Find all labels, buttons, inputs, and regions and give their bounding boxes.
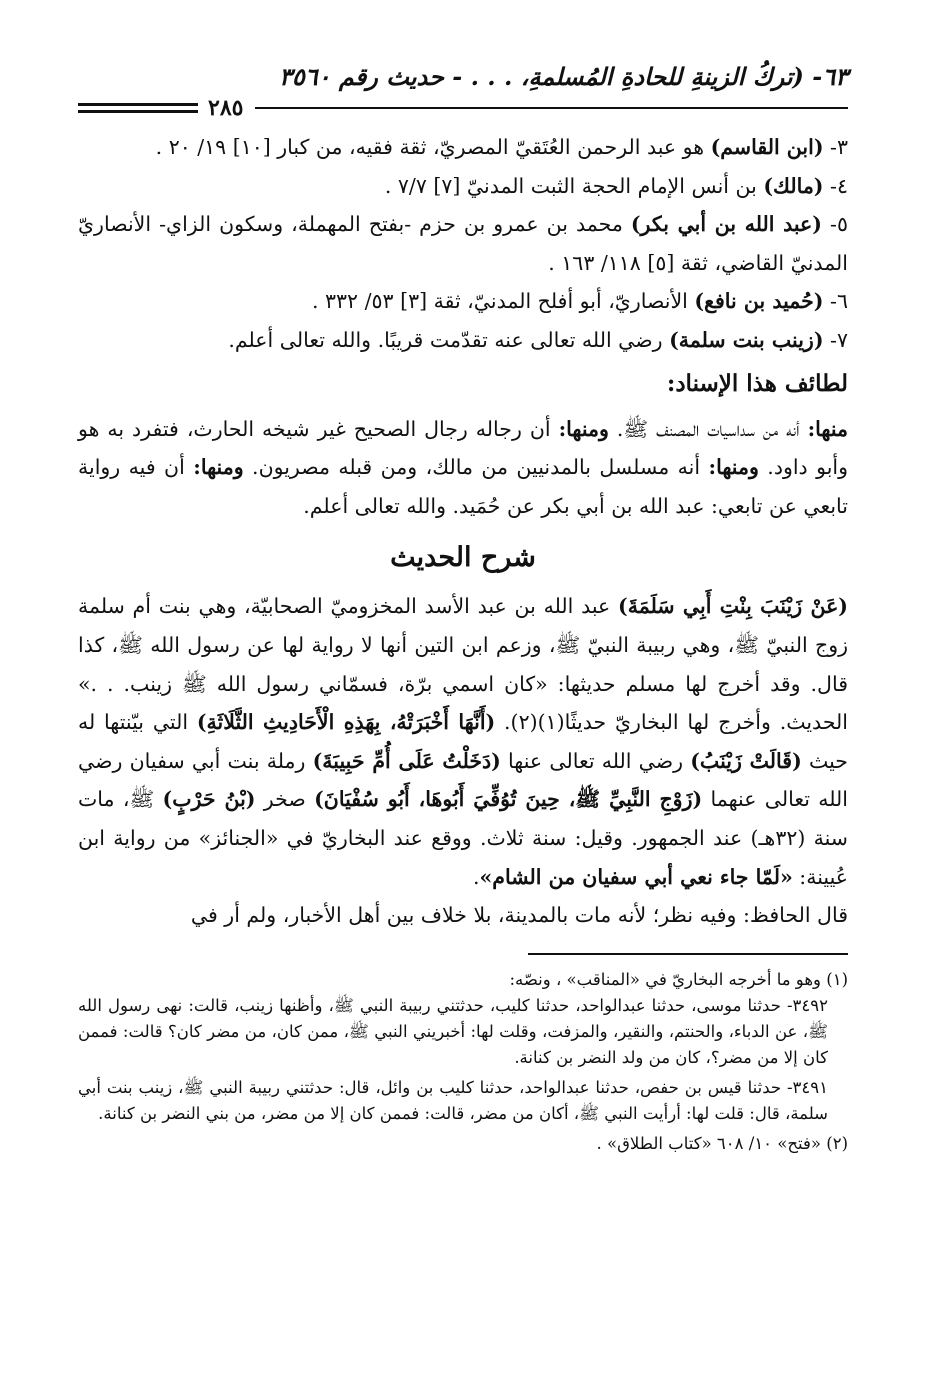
sharh-heading: شرح الحديث <box>390 542 536 574</box>
book-page <box>78 60 848 1157</box>
lataif-paragraph: منها: أنه من سداسيات المصنف ﷺ. ومنها: أن رجاله رجال الصحيح غير شيخه الحارث، فتفرد به هو وأبو داود. ومنها: أنه مسلسل بالمدنيين من مالك، ومن قبله مصريون. ومنها: أن فيه رواية تابعي عن تابعي: عبد الله بن أبي بكر عن حُمَيد. والله تعالى أعلم. <box>78 416 849 518</box>
footnote-separator <box>528 953 848 955</box>
narrator-entry: ٧- (زينب بنت سلمة) رضي الله تعالى عنه تقدّمت قريبًا. والله تعالى أعلم. <box>228 327 848 352</box>
header-rule-line <box>255 107 848 109</box>
footnote-1-intro: (١) وهو ما أخرجه البخاريّ في «المناقب» ، ونصّه: <box>509 969 848 989</box>
running-head <box>78 60 848 94</box>
narrator-name: (مالك) <box>763 173 824 198</box>
narrator-name: (عبد الله بن أبي بكر) <box>630 212 822 237</box>
narrator-name: (ابن القاسم) <box>710 135 824 159</box>
lataif-heading: لطائف هذا الإسناد: <box>666 369 848 397</box>
header-rule <box>78 94 848 122</box>
narrator-entry: ٦- (حُميد بن نافع) الأنصاريّ، أبو أفلح المدنيّ، ثقة [٣] ٥٣/ ٣٣٢ . <box>311 289 848 314</box>
page-number: ٢٨٥ <box>208 95 244 121</box>
narrator-entry: ٣- (ابن القاسم) هو عبد الرحمن العُتَقيّ المصريّ، ثقة فقيه، من كبار [١٠] ١٩/ ٢٠ . <box>155 135 848 159</box>
main-text <box>78 128 848 935</box>
narrator-entry: ٥- (عبد الله بن أبي بكر) محمد بن عمرو بن حزم -بفتح المهملة، وسكون الزاي- الأنصاريّ المدنيّ القاضي، ثقة [٥] ١١٨/ ١٦٣ . <box>78 212 848 275</box>
narrator-name: (حُميد بن نافع) <box>694 289 824 314</box>
footnotes <box>78 967 848 1157</box>
header-double-rule <box>78 103 198 113</box>
narrator-name: (زينب بنت سلمة) <box>669 327 824 352</box>
footnote-1-hadith-a: ٣٤٩٢- حدثنا موسى، حدثنا عبدالواحد، حدثنا كليب، حدثتني ربيبة النبي ﷺ، وأظنها زينب، قالت: نهى رسول الله ﷺ، عن الدباء، والحنتم، والنقير، والمزفت، وقلت لها: أخبريني النبي ﷺ، ممن كان، من مضر كان؟ قالت: فممن كان إلا من مضر؟، كان من ولد النضر بن كنانة. <box>78 995 829 1067</box>
sharh-paragraph-continued: قال الحافظ: وفيه نظر؛ لأنه مات بالمدينة، بلا خلاف بين أهل الأخبار، ولم أر في <box>190 903 848 928</box>
footnote-1-hadith-b: ٣٤٩١- حدثنا قيس بن حفص، حدثنا عبدالواحد، حدثنا كليب بن وائل، قال: حدثتني ربيبة النبي ﷺ، زينب بنت أبي سلمة، قال: قلت لها: أرأيت النبي ﷺ، أكان من مضر، قالت: فممن كان إلا من مضر، من بني النضر بن كنانة. <box>78 1077 828 1123</box>
sharh-paragraph: (عَنْ زَيْنَبَ بِنْتِ أَبِي سَلَمَةَ) عبد الله بن عبد الأسد المخزوميّ الصحابيّة، وهي بنت أم سلمة زوج النبيّ ﷺ، وهي ربيبة النبيّ ﷺ، وزعم ابن التين أنها لا رواية لها عن رسول الله ﷺ، كذا قال. وقد أخرج لها مسلم حديثها: «كان اسمي برّة، فسمّاني رسول الله ﷺ زينب. . .» الحديث. وأخرج لها البخاريّ حديثًا(١)(٢). (أَنَّهَا أَخْبَرَتْهُ، بِهَذِهِ الْأَحَادِيثِ الثَّلَاثَةِ) التي بيّنتها له حيث (قَالَتْ زَيْنَبُ) رضي الله تعالى عنها (دَخَلْتُ عَلَى أُمِّ حَبِيبَةَ) رملة بنت أبي سفيان رضي الله تعالى عنهما (زَوْجِ النَّبِيِّ ﷺ، حِينَ تُوُفِّيَ أَبُوهَا، أَبُو سُفْيَانَ) صخر (بْنُ حَرْبٍ) ﷺ، مات سنة (٣٢هـ) عند الجمهور. وقيل: سنة ثلاث. ووقع عند البخاريّ في «الجنائز» من رواية ابن عُيينة: «لَمّا جاء نعي أبي سفيان من الشام». <box>78 594 849 889</box>
running-head-title: ٦٣- (تركُ الزينةِ للحادةِ المُسلمةِ، . . . - حديث رقم ٣٥٦٠ <box>278 62 848 91</box>
footnote-2: (٢) «فتح» ١٠/ ٦٠٨ «كتاب الطلاق» . <box>596 1133 848 1153</box>
narrator-entry: ٤- (مالك) بن أنس الإمام الحجة الثبت المدنيّ [٧] ٧/٧ . <box>384 173 848 198</box>
